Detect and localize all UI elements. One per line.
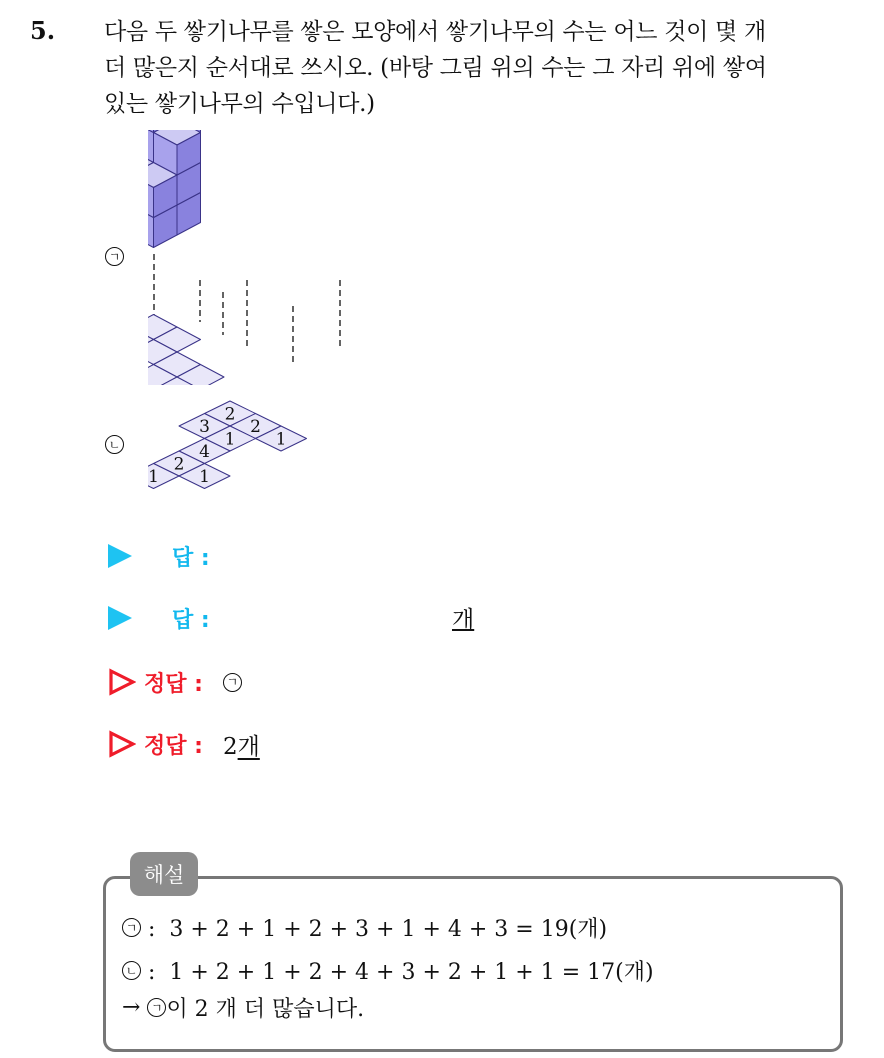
question-number: 5. (30, 16, 56, 45)
correct-row-1 (108, 664, 242, 700)
label-circled-nieun: ㄴ (105, 435, 124, 454)
cell-count-label: 1 (224, 429, 236, 450)
cube-left-face (148, 130, 154, 163)
answer-row-1 (108, 538, 210, 574)
explanation-line-2 (122, 955, 654, 986)
correct-arrow-icon (108, 730, 136, 758)
cube-stack-figure-a (148, 130, 348, 385)
circled-nieun-icon: ㄴ (122, 961, 141, 980)
explanation-line-1 (122, 912, 607, 943)
cell-count-label: 4 (199, 442, 210, 462)
explanation-sum-a: : 3 + 2 + 1 + 2 + 3 + 1 + 4 + 3 = 19(개) (141, 917, 608, 942)
question-text (104, 14, 864, 122)
question-line-3: 있는 쌓기나무의 수입니다.) (104, 91, 375, 117)
question-line-1: 다음 두 쌓기나무를 쌓은 모양에서 쌓기나무의 수는 어느 것이 몇 개 (104, 19, 766, 45)
cell-count-label: 1 (275, 429, 287, 450)
answer-row-2 (108, 600, 210, 636)
correct-label-2: 정답 : (144, 733, 203, 759)
circled-giyeok-icon: ㄱ (147, 998, 166, 1017)
cell-count-label: 2 (250, 417, 261, 437)
answer-label-1: 답 : (172, 545, 210, 571)
cell-count-label: 1 (199, 467, 210, 487)
answer-label-2: 답 : (172, 607, 210, 633)
answer-unit: 개 (452, 607, 475, 633)
cell-count-label: 3 (199, 417, 210, 437)
cell-count-label: 1 (148, 467, 159, 487)
correct-row-2 (108, 726, 260, 762)
correct-unit: 개 (237, 733, 260, 760)
correct-value-2 (223, 728, 260, 761)
correct-number: 2 (222, 733, 238, 760)
cell-count-label: 2 (173, 454, 185, 475)
correct-value-1: ㄱ (223, 673, 242, 692)
explanation-sum-b: : 1 + 2 + 1 + 2 + 4 + 3 + 2 + 1 + 1 = 17(개) (141, 960, 654, 985)
base-grid-figure-b (148, 395, 348, 495)
explanation-arrow: → (122, 995, 148, 1020)
answer-arrow-icon (108, 544, 132, 568)
base-grid-a (148, 315, 224, 386)
explanation-tab: 해설 (130, 852, 198, 896)
correct-arrow-icon (108, 668, 136, 696)
cube-stack (148, 130, 201, 248)
explanation-line-3 (122, 992, 364, 1023)
question-line-2: 더 많은지 순서대로 쓰시오. (바탕 그림 위의 수는 그 자리 위에 쌓여 (104, 55, 767, 81)
base-grid-b (148, 401, 307, 489)
explanation-conclusion: 이 2 개 더 많습니다. (166, 997, 365, 1022)
label-circled-giyeok: ㄱ (105, 247, 124, 266)
circled-giyeok-icon: ㄱ (122, 918, 141, 937)
cell-count-label: 2 (224, 404, 236, 425)
correct-label-1: 정답 : (144, 671, 203, 697)
answer-arrow-icon (108, 606, 132, 630)
